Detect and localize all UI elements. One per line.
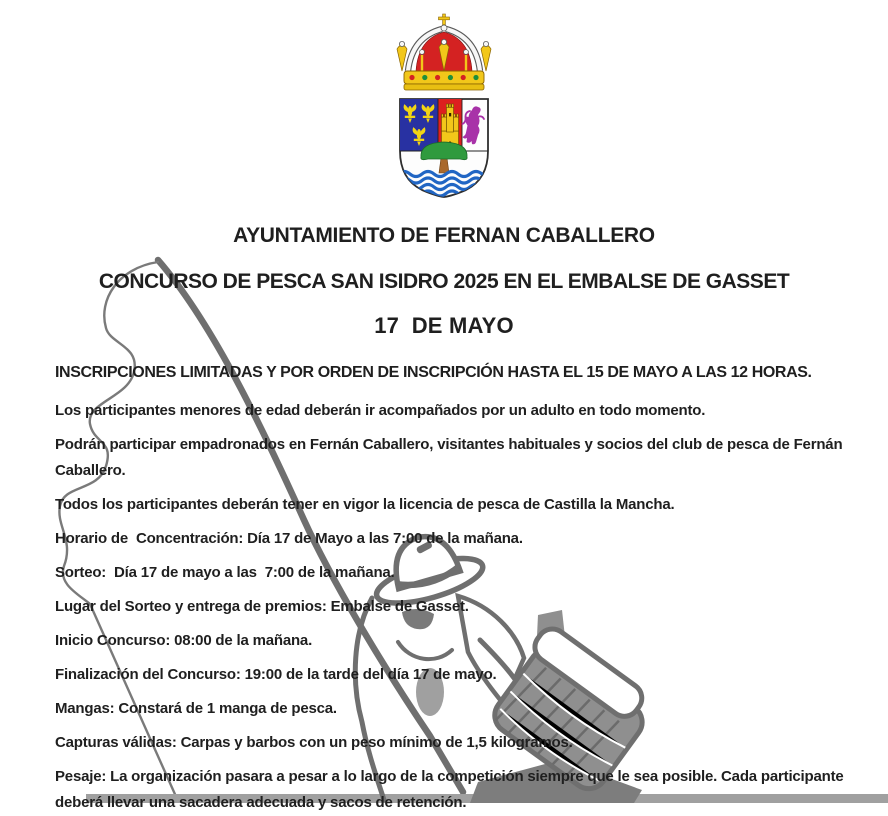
- body-paragraph: Inicio Concurso: 08:00 de la mañana.: [55, 632, 313, 649]
- rules-list: [55, 398, 860, 816]
- title-ayuntamiento: AYUNTAMIENTO DE FERNAN CABALLERO: [233, 224, 655, 247]
- body-paragraph: Podrán participar empadronados en Fernán Caballero, visitantes habituales y socios del club de pesca de Fernán Caballero.: [55, 436, 847, 479]
- crown-icon: [397, 14, 491, 90]
- shield-icon: [398, 99, 494, 197]
- title-concurso: CONCURSO DE PESCA SAN ISIDRO 2025 EN EL EMBALSE DE GASSET: [98, 270, 790, 293]
- body-paragraph: Todos los participantes deberán tener en vigor la licencia de pesca de Castilla la Mancha.: [55, 496, 675, 513]
- inscripciones-line: INSCRIPCIONES LIMITADAS Y POR ORDEN DE INSCRIPCIÓN HASTA EL 15 DE MAYO A LAS 12 HORAS.: [55, 364, 812, 381]
- body-paragraph: Finalización del Concurso: 19:00 de la tarde del día 17 de mayo.: [55, 666, 497, 683]
- body-paragraph: Sorteo: Día 17 de mayo a las 7:00 de la mañana.: [55, 564, 395, 581]
- body-paragraph: Mangas: Constará de 1 manga de pesca.: [55, 700, 337, 717]
- body-paragraph: Capturas válidas: Carpas y barbos con un peso mínimo de 1,5 kilogramos.: [55, 734, 573, 751]
- body-paragraph: Horario de Concentración: Día 17 de Mayo a las 7:00 de la mañana.: [55, 530, 523, 547]
- body-paragraph: Lugar del Sorteo y entrega de premios: Embalse de Gasset.: [55, 598, 469, 615]
- body-paragraph: Pesaje: La organización pasara a pesar a lo largo de la competición siempre que le sea posible. Cada participante deberá llevar una sacadera adecuada y sacos de retención.: [55, 768, 848, 811]
- coat-of-arms-container: [0, 13, 888, 198]
- coat-of-arms-icon: [392, 13, 496, 199]
- body-paragraph: Los participantes menores de edad deberán ir acompañados por un adulto en todo momento.: [55, 402, 706, 419]
- title-fecha: 17 DE MAYO: [374, 313, 514, 338]
